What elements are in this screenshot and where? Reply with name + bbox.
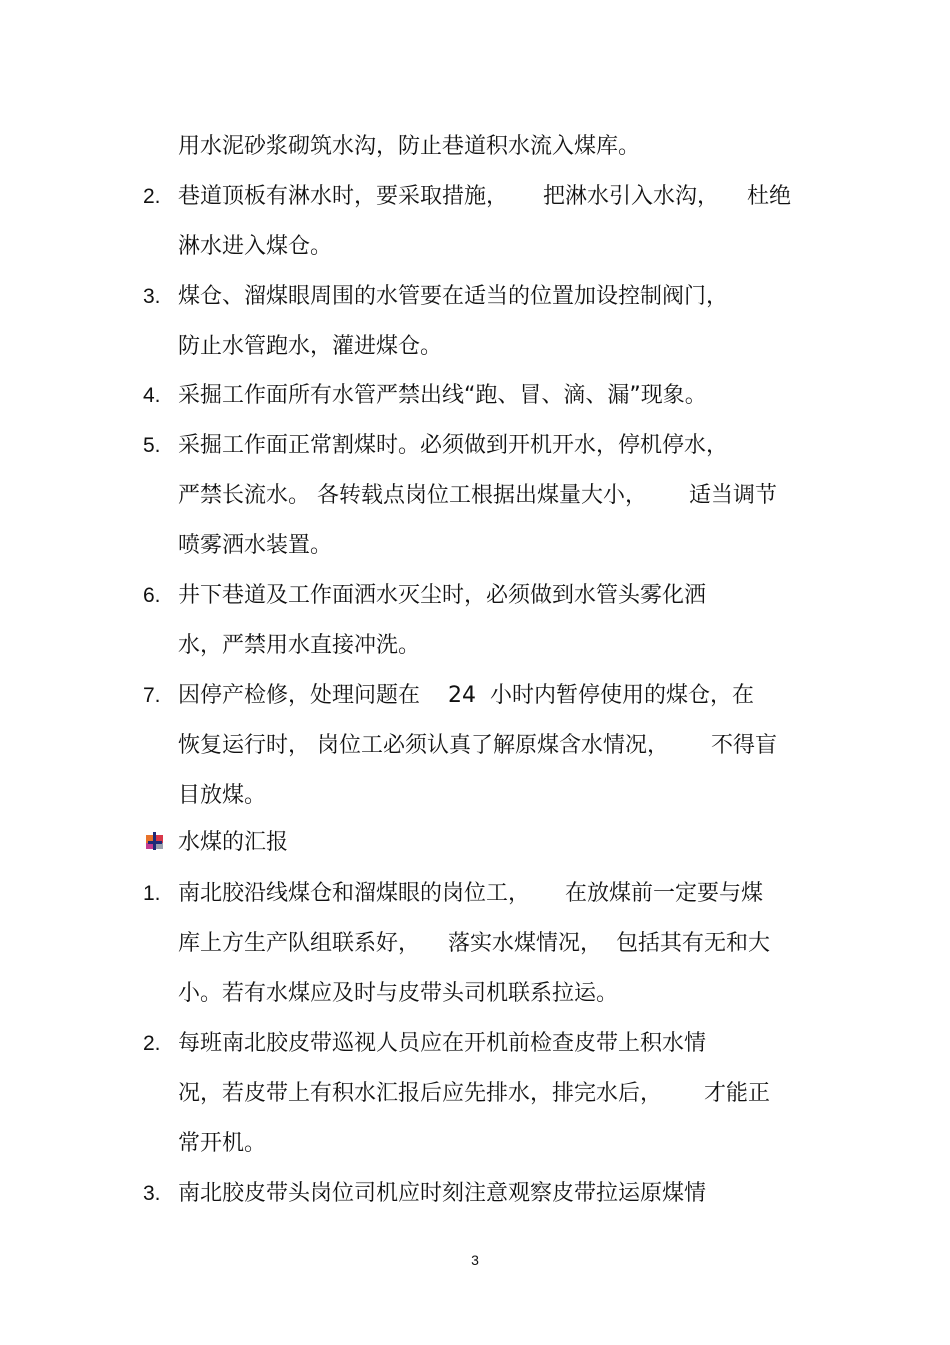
list-number-6: 6. [143,584,161,607]
text-line: 每班南北胶皮带巡视人员应在开机前检查皮带上积水情 [178,1031,707,1056]
list-number-3: 3. [143,285,161,308]
text-line: 淋水进入煤仓。 [178,234,333,259]
text-line: 严禁长流水。 各转载点岗位工根据出煤量大小， 适当调节 [178,483,777,508]
section-heading: 水煤的汇报 [178,830,289,855]
text-line: 小。若有水煤应及时与皮带头司机联系拉运。 [178,981,619,1006]
text-line: 煤仓、溜煤眼周围的水管要在适当的位置加设控制阀门， [178,284,729,309]
text-line: 目放煤。 [178,783,267,808]
text-line: 用水泥砂浆砌筑水沟，防止巷道积水流入煤库。 [178,134,641,159]
text-line: 采掘工作面正常割煤时。必须做到开机开水，停机停水， [178,433,729,458]
text-line: 南北胶皮带头岗位司机应时刻注意观察皮带拉运原煤情 [178,1181,707,1206]
list-number-2: 2. [143,185,161,208]
text-line: 喷雾洒水装置。 [178,533,333,558]
text-line: 水，严禁用水直接冲洗。 [178,633,421,658]
bullet-flag-icon-part [148,841,162,844]
text-line: 因停产检修，处理问题在 24 小时内暂停使用的煤仓，在 [178,683,754,708]
text-line: 采掘工作面所有水管严禁出线“跑、冒、滴、漏”现象。 [178,383,707,408]
text-line: 库上方生产队组联系好， 落实水煤情况， 包括其有无和大 [178,931,770,956]
list-number-4: 4. [143,384,161,407]
text-line: 巷道顶板有淋水时，要采取措施， 把淋水引入水沟， 杜绝 [178,184,791,209]
list-number-7: 7. [143,684,161,707]
text-line: 南北胶沿线煤仓和溜煤眼的岗位工， 在放煤前一定要与煤 [178,881,763,906]
list-number-3b: 3. [143,1182,161,1205]
list-number-2b: 2. [143,1032,161,1055]
list-number-5: 5. [143,434,161,457]
bullet-flag-icon [145,831,165,851]
list-number-1: 1. [143,882,161,905]
text-line: 况，若皮带上有积水汇报后应先排水，排完水后， 才能正 [178,1081,770,1106]
text-line: 常开机。 [178,1131,267,1156]
page-number: 3 [471,1252,479,1268]
text-line: 恢复运行时， 岗位工必须认真了解原煤含水情况， 不得盲 [178,733,777,758]
text-line: 防止水管跑水，灌进煤仓。 [178,334,443,359]
text-line: 井下巷道及工作面洒水灭尘时，必须做到水管头雾化洒 [178,583,707,608]
